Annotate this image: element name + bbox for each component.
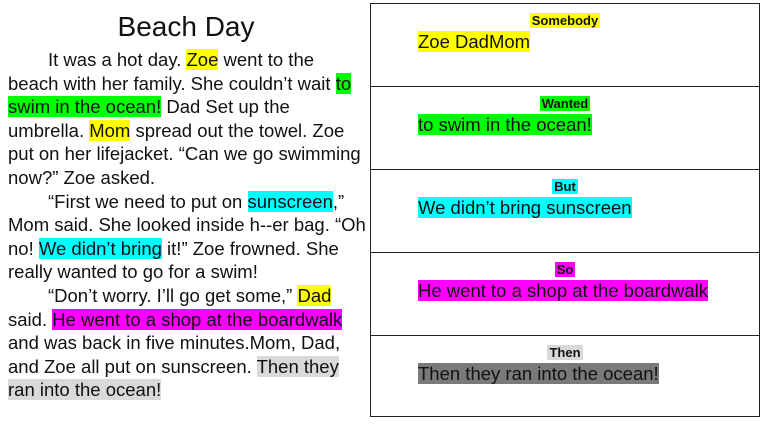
text: spread out the towel. Zoe put on her lifejacket. “Can we go swimming now?” Zoe asked. [8,119,361,188]
row-answer[interactable]: We didn’t bring sunscreen [418,197,632,218]
row-heading: But [554,179,576,194]
text: ,” Mom said. She looked inside h--er bag. “Oh no! [8,190,366,259]
highlight-somebody-mom: Mom [89,119,131,141]
row-heading: Then [549,345,581,360]
text: “Don’t worry. I’ll go get some,” [48,284,298,306]
organizer-row-somebody [371,4,759,87]
paragraph-3 [8,284,368,402]
text: and was back in five minutes.Mom, Dad, and Zoe all put on sunscreen. [8,332,341,377]
highlight-but-sunscreen: sunscreen [247,190,333,212]
organizer-row-so [371,253,759,336]
paragraph-1 [8,48,368,190]
highlight-somebody-zoe: Zoe [186,49,219,70]
story-title: Beach Day [117,11,255,42]
story-organizer-table [370,3,760,417]
story-passage [8,10,368,402]
row-answer[interactable]: He went to a shop at the boardwalk [418,280,709,301]
text: “First we need to put on [48,190,248,212]
highlight-wanted: to swim in the ocean! [8,72,352,118]
row-heading: Wanted [541,96,589,111]
row-answer[interactable]: Zoe DadMom [418,31,531,52]
organizer-row-but [371,170,759,253]
row-answer[interactable]: Then they ran into the ocean! [418,363,659,384]
highlight-then: Then they ran into the ocean! [8,355,339,401]
text: it!” Zoe frowned. She really wanted to go for a swim! [8,237,339,283]
highlight-somebody-dad: Dad [297,284,332,306]
row-answer[interactable]: to swim in the ocean! [418,114,592,135]
text: said. [8,308,53,330]
paragraph-2 [8,190,368,284]
organizer-row-wanted [371,87,759,170]
row-heading: Somebody [531,13,599,28]
highlight-so: He went to a shop at the boardwalk [52,308,343,330]
row-heading: So [556,262,574,277]
text: Dad Set up the umbrella. [8,96,290,141]
text: went to the beach with her family. She couldn’t wait [8,49,336,94]
organizer-row-then [371,336,759,418]
highlight-but-didnt-bring: We didn’t bring [38,237,162,259]
text: It was a hot day. [48,49,187,70]
